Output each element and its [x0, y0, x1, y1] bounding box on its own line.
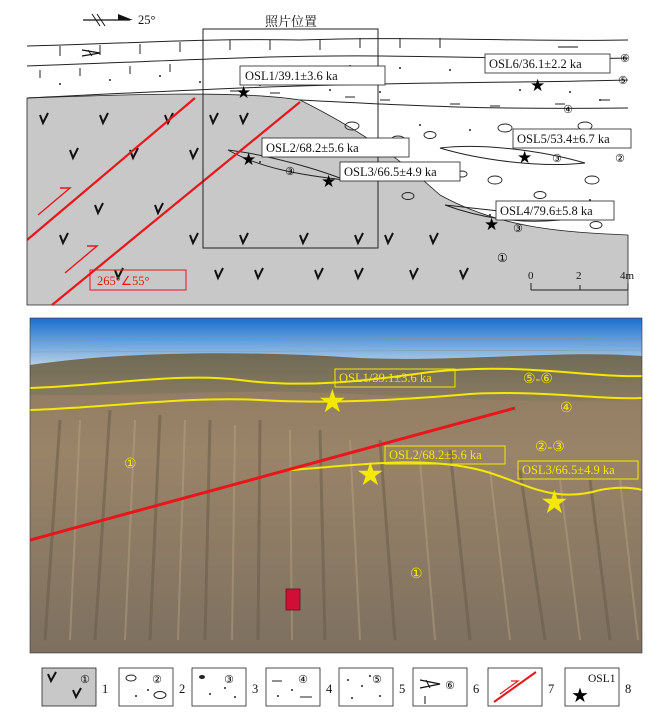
legend-circled: ⑥ [445, 679, 455, 692]
photo-box-label: 照片位置 [265, 14, 318, 29]
legend-number: 5 [399, 682, 406, 696]
sample-label-osl2: OSL2/68.2±5.6 ka [266, 141, 359, 155]
legend-number: 3 [252, 682, 259, 696]
unit-label: ① [497, 251, 508, 265]
star-icon: ★ [356, 455, 385, 493]
legend-circled: ② [152, 673, 162, 686]
sample-label-osl1: OSL1/39.1±3.6 ka [245, 69, 338, 83]
legend-number: 6 [473, 682, 480, 696]
photo-sample-label-osl1: OSL1/39.1±3.6 ka [339, 371, 432, 385]
section-sketch [27, 13, 635, 305]
orientation-label: 25° [138, 13, 156, 27]
sample-label-osl4: OSL4/79.6±5.8 ka [500, 204, 593, 218]
unit-label: ⑥ [620, 52, 630, 65]
orientation-arrow-icon [83, 14, 133, 26]
photo-unit-label: ④ [560, 401, 573, 416]
legend-circled: OSL1 [588, 673, 616, 685]
scale-tick-label: 0 [528, 270, 534, 282]
legend-circled: ④ [298, 673, 308, 686]
star-icon: ★ [236, 83, 252, 103]
photo-unit-label: ⑤-⑥ [523, 372, 553, 387]
star-icon: ★ [318, 382, 347, 420]
unit-label: ⑤ [618, 74, 628, 87]
legend-number: 2 [179, 682, 186, 696]
photo-unit-label: ① [410, 567, 423, 582]
unit-label: ④ [563, 103, 573, 116]
notebook-icon [286, 589, 300, 610]
sample-label-osl6: OSL6/36.1±2.2 ka [489, 57, 582, 71]
legend-circled: ① [80, 673, 90, 686]
legend-number: 4 [326, 682, 333, 696]
sample-label-osl5: OSL5/53.4±6.7 ka [517, 132, 610, 146]
star-icon: ★ [540, 483, 569, 521]
star-icon: ★ [517, 148, 533, 168]
star-icon: ★ [530, 76, 546, 96]
photo-unit-label: ②-③ [535, 440, 565, 455]
unit-3-lens-right [440, 146, 585, 164]
star-icon: ★ [241, 150, 257, 170]
top-surface-line [27, 39, 628, 46]
photo-sample-label-osl3: OSL3/66.5±4.9 ka [522, 463, 615, 477]
scale-tick-label: 4m [620, 270, 635, 282]
unit-label: ③ [513, 222, 523, 235]
legend-number: 1 [102, 682, 109, 696]
legend-number: 7 [548, 682, 555, 696]
unit-label: ③ [285, 165, 295, 178]
unit-4-base-line [300, 100, 628, 108]
legend-circled: ③ [224, 673, 234, 686]
scale-tick-label: 2 [576, 270, 582, 282]
star-icon: ★ [321, 172, 337, 192]
sample-label-osl3: OSL3/66.5±4.9 ka [344, 165, 437, 179]
photo-sample-label-osl2: OSL2/68.2±5.6 ka [389, 448, 482, 462]
star-icon: ★ [571, 683, 589, 707]
legend-number: 8 [625, 682, 632, 696]
fault-attitude-label: 265°∠55° [97, 274, 150, 288]
legend-circled: ⑤ [372, 673, 382, 686]
unit-label: ③ [552, 152, 562, 165]
star-icon: ★ [484, 215, 500, 235]
unit-label: ② [615, 152, 625, 165]
legend [42, 668, 631, 707]
photo-unit-label: ① [124, 457, 137, 472]
